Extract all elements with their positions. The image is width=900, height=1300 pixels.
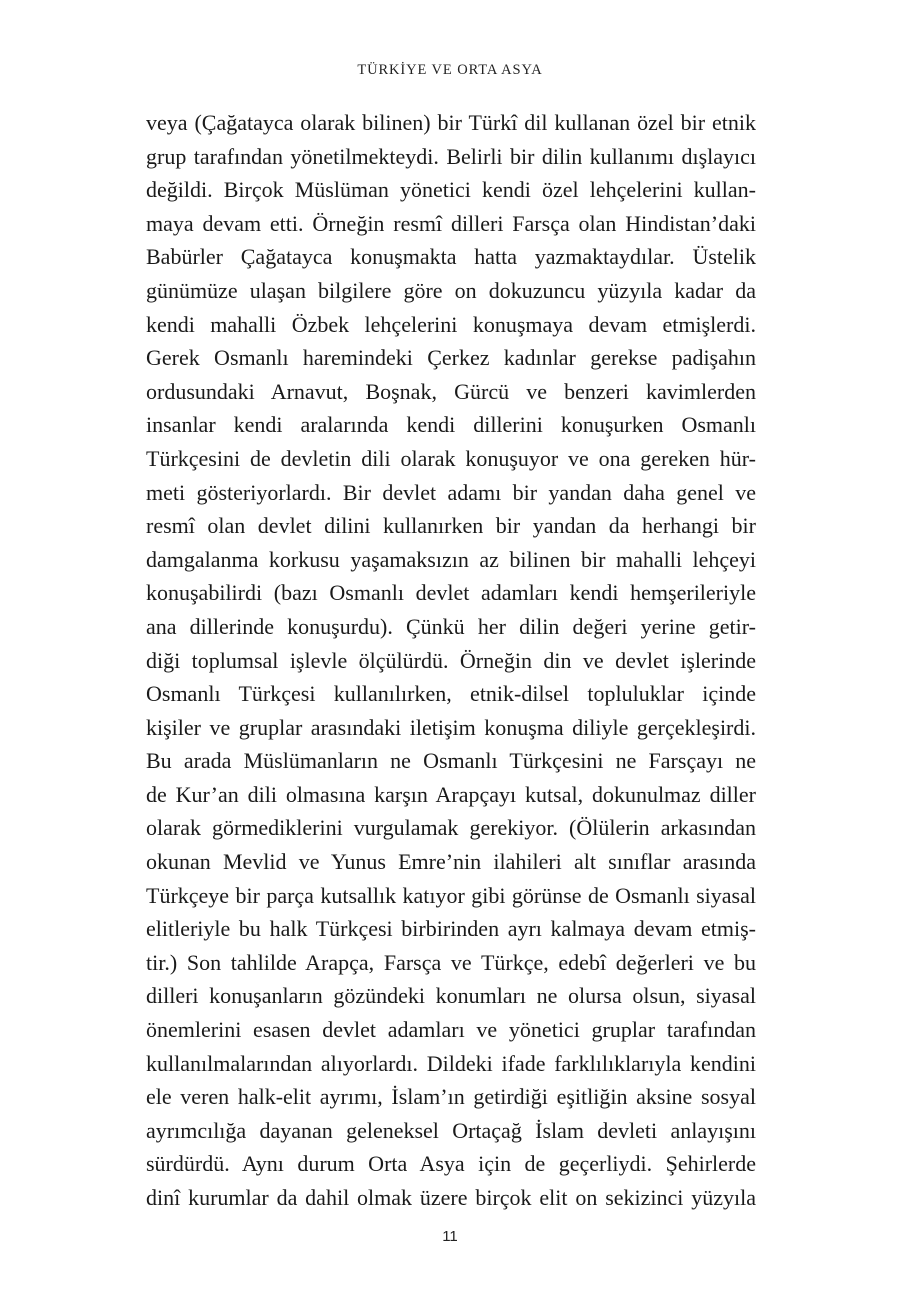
text-line: Osmanlı Türkçesi kullanılırken, etnik-dilsel topluluklar içinde xyxy=(146,681,756,707)
text-line: önemlerini esasen devlet adamları ve yönetici gruplar tarafından xyxy=(146,1017,756,1043)
text-line: ordusundaki Arnavut, Boşnak, Gürcü ve benzeri kavimlerden xyxy=(146,378,756,404)
text-line: diği toplumsal işlevle ölçülürdü. Örneğin din ve devlet işlerinde xyxy=(146,647,756,673)
text-line: ayrımcılığa dayanan geleneksel Ortaçağ İslam devleti anlayışını xyxy=(146,1117,756,1143)
text-line: veya (Çağatayca olarak bilinen) bir Türkî dil kullanan özel bir etnik xyxy=(146,110,756,135)
text-line: kişiler ve gruplar arasındaki iletişim konuşma diliyle gerçekleşirdi. xyxy=(146,714,756,740)
text-line: ana dillerinde konuşurdu). Çünkü her dilin değeri yerine getir- xyxy=(146,613,756,639)
page-number: 11 xyxy=(442,1228,458,1245)
text-line: grup tarafından yönetilmekteydi. Belirli bir dilin kullanımı dışlayıcı xyxy=(146,143,756,169)
text-line: insanlar kendi aralarında kendi dillerini konuşurken Osmanlı xyxy=(146,412,756,438)
text-line: günümüze ulaşan bilgilere göre on dokuzuncu yüzyıla kadar da xyxy=(146,277,756,303)
text-line: kullanılmalarından alıyorlardı. Dildeki ifade farklılıklarıyla kendini xyxy=(146,1050,756,1076)
text-line: Babürler Çağatayca konuşmakta hatta yazmaktaydılar. Üstelik xyxy=(146,244,756,270)
text-line: elitleriyle bu halk Türkçesi birbirinden ayrı kalmaya devam etmiş- xyxy=(146,916,756,942)
text-line: konuşabilirdi (bazı Osmanlı devlet adamları kendi hemşerileriyle xyxy=(146,580,756,606)
text-line: maya devam etti. Örneğin resmî dilleri Farsça olan Hindistan’daki xyxy=(146,210,756,236)
text-line: değildi. Birçok Müslüman yönetici kendi özel lehçelerini kullan- xyxy=(146,177,756,203)
text-line: tir.) Son tahlilde Arapça, Farsça ve Türkçe, edebî değerleri ve bu xyxy=(146,949,756,975)
text-line: Türkçeye bir parça kutsallık katıyor gibi görünse de Osmanlı siyasal xyxy=(146,882,756,908)
text-line: de Kur’an dili olmasına karşın Arapçayı kutsal, dokunulmaz diller xyxy=(146,781,756,807)
text-line: olarak görmediklerini vurgulamak gerekiyor. (Ölülerin arkasından xyxy=(146,815,756,841)
text-line: meti gösteriyorlardı. Bir devlet adamı bir yandan daha genel ve xyxy=(146,479,756,505)
text-line: sürdürdü. Aynı durum Orta Asya için de geçerliydi. Şehirlerde xyxy=(146,1151,756,1177)
text-line: dinî kurumlar da dahil olmak üzere birçok elit on sekizinci yüzyıla xyxy=(146,1185,756,1210)
text-line: dilleri konuşanların gözündeki konumları ne olursa olsun, siyasal xyxy=(146,983,756,1009)
text-line: Bu arada Müslümanların ne Osmanlı Türkçesini ne Farsçayı ne xyxy=(146,748,756,774)
text-line: damgalanma korkusu yaşamaksızın az bilinen bir mahalli lehçeyi xyxy=(146,546,756,572)
text-line: kendi mahalli Özbek lehçelerini konuşmaya devam etmişlerdi. xyxy=(146,311,756,337)
text-line: Türkçesini de devletin dili olarak konuşuyor ve ona gereken hür- xyxy=(146,445,756,471)
text-line: Gerek Osmanlı haremindeki Çerkez kadınlar gerekse padişahın xyxy=(146,345,756,371)
text-line: resmî olan devlet dilini kullanırken bir yandan da herhangi bir xyxy=(146,513,756,539)
text-line: ele veren halk-elit ayrımı, İslam’ın getirdiği eşitliğin aksine sosyal xyxy=(146,1084,756,1110)
text-line: okunan Mevlid ve Yunus Emre’nin ilahileri alt sınıflar arasında xyxy=(146,849,756,875)
body-text xyxy=(146,106,756,1215)
running-header: TÜRKİYE VE ORTA ASYA xyxy=(357,62,543,78)
